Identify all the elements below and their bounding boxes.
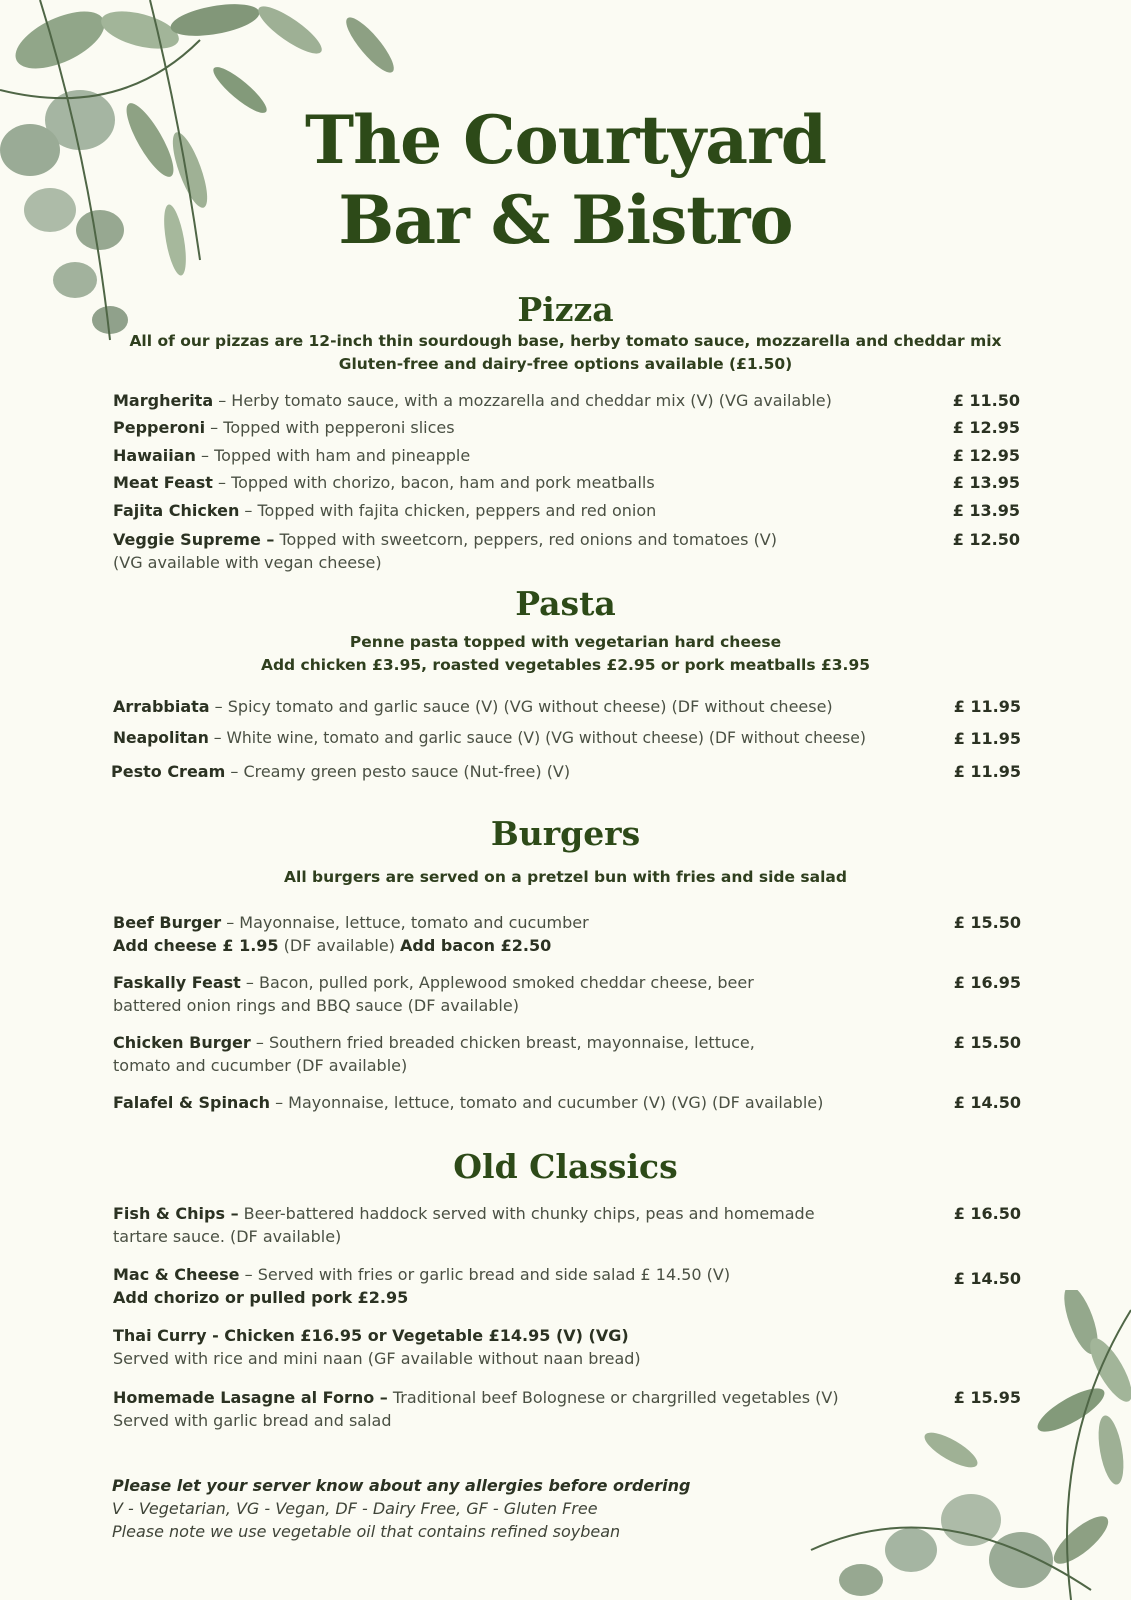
oil-notice: Please note we use vegetable oil that contains refined soybean [112, 1522, 621, 1541]
item-description: – Mayonnaise, lettuce, tomato and cucumber [221, 913, 589, 932]
menu-item [113, 695, 963, 718]
menu-item [113, 389, 943, 412]
item-name: Chicken Burger [113, 1033, 251, 1052]
item-name: Pepperoni [113, 418, 206, 437]
pasta-intro-line-2: Add chicken £3.95, roasted vegetables £2.95 or pork meatballs £3.95 [260, 656, 871, 674]
pasta-intro [0, 631, 1131, 677]
burgers-intro [0, 866, 1131, 889]
menu-item [113, 971, 943, 1017]
item-name: Veggie Supreme – [113, 530, 275, 549]
item-description: – Topped with fajita chicken, peppers and red onion [239, 501, 657, 520]
menu-item [113, 471, 943, 494]
item-name: Pesto Cream [111, 762, 226, 781]
item-description: Traditional beef Bolognese or chargrilled vegetables (V) [387, 1388, 839, 1407]
item-name: Homemade Lasagne al Forno – [113, 1388, 388, 1407]
item-price: £ 12.95 [952, 418, 1020, 437]
item-price: £ 11.95 [953, 729, 1021, 748]
item-name: Arrabbiata [113, 697, 210, 716]
pasta-intro-line-1: Penne pasta topped with vegetarian hard cheese [349, 633, 782, 651]
item-description: – Served with fries or garlic bread and side salad £ 14.50 (V) [239, 1265, 731, 1284]
item-name: Thai Curry - Chicken £16.95 or Vegetable £14.95 (V) (VG) [113, 1326, 629, 1345]
item-price: £ 11.50 [952, 391, 1020, 410]
item-name: Fajita Chicken [113, 501, 240, 520]
item-name: Falafel & Spinach [113, 1093, 270, 1112]
item-price: £ 11.95 [953, 697, 1021, 716]
pizza-intro-line-2: Gluten-free and dairy-free options available (£1.50) [338, 355, 793, 373]
item-description: Beer-battered haddock served with chunky chips, peas and homemade [238, 1204, 815, 1223]
menu-item [113, 1263, 943, 1309]
item-description: – Topped with pepperoni slices [205, 418, 455, 437]
menu-item [113, 528, 943, 574]
item-price: £ 13.95 [952, 501, 1020, 520]
item-price: £ 13.95 [952, 473, 1020, 492]
item-description: – Topped with ham and pineapple [195, 446, 471, 465]
add-cheese-option: Add cheese £ 1.95 [113, 936, 279, 955]
item-name: Hawaiian [113, 446, 196, 465]
menu-item [113, 1386, 973, 1432]
restaurant-title [0, 100, 1131, 260]
title-line-2: Bar & Bistro [338, 181, 793, 259]
item-name: Beef Burger [113, 913, 222, 932]
item-price: £ 11.95 [953, 762, 1021, 781]
item-price: £ 16.95 [953, 973, 1021, 992]
item-description: – Creamy green pesto sauce (Nut-free) (V) [225, 762, 571, 781]
menu-item [113, 499, 943, 522]
item-description: Topped with sweetcorn, peppers, red onions and tomatoes (V) [274, 530, 777, 549]
item-price: £ 16.50 [953, 1204, 1021, 1223]
item-name: Faskally Feast [113, 973, 241, 992]
item-price: £ 12.95 [952, 446, 1020, 465]
menu-item [111, 760, 941, 783]
item-price: £ 14.50 [953, 1269, 1021, 1288]
allergy-notice: Please let your server know about any allergies before ordering [112, 1476, 691, 1495]
item-description-line-2: (VG available with vegan cheese) [113, 553, 382, 572]
menu-item [113, 727, 973, 750]
menu-item [113, 1324, 943, 1370]
item-description: – Topped with chorizo, bacon, ham and pork meatballs [212, 473, 655, 492]
menu-item [113, 1031, 943, 1077]
menu-item [113, 444, 943, 467]
title-line-1: The Courtyard [305, 101, 826, 179]
menu-item [113, 911, 943, 957]
classics-heading: Old Classics [453, 1147, 678, 1186]
pasta-heading: Pasta [515, 584, 616, 623]
item-description-line-2: Served with garlic bread and salad [113, 1411, 392, 1430]
item-description-line-2: tartare sauce. (DF available) [113, 1227, 342, 1246]
item-description-line-2: battered onion rings and BBQ sauce (DF available) [113, 996, 519, 1015]
item-price: £ 15.50 [953, 913, 1021, 932]
item-price: £ 15.50 [953, 1033, 1021, 1052]
item-price: £ 14.50 [953, 1093, 1021, 1112]
item-description: – Southern fried breaded chicken breast, mayonnaise, lettuce, [250, 1033, 755, 1052]
item-name: Fish & Chips – [113, 1204, 239, 1223]
item-name: Margherita [113, 391, 214, 410]
burgers-heading: Burgers [490, 814, 641, 853]
item-description: – Bacon, pulled pork, Applewood smoked cheddar cheese, beer [240, 973, 754, 992]
item-description: – Mayonnaise, lettuce, tomato and cucumber (V) (VG) (DF available) [269, 1093, 824, 1112]
allergy-footer [112, 1474, 690, 1543]
item-extras [113, 934, 943, 957]
item-name: Meat Feast [113, 473, 213, 492]
item-description-line-2: Served with rice and mini naan (GF available without naan bread) [113, 1349, 641, 1368]
pizza-intro-line-1: All of our pizzas are 12-inch thin sourdough base, herby tomato sauce, mozzarella and cheddar mix [129, 332, 1002, 350]
menu-item [113, 1091, 963, 1114]
item-name: Neapolitan [113, 729, 209, 747]
extra-note: (DF available) [278, 936, 401, 955]
item-description: – White wine, tomato and garlic sauce (V) (VG without cheese) (DF without cheese) [208, 729, 866, 747]
burgers-intro-line-1: All burgers are served on a pretzel bun with fries and side salad [284, 868, 847, 886]
add-bacon-option: Add bacon £2.50 [400, 936, 552, 955]
item-price: £ 12.50 [952, 530, 1020, 549]
dietary-key: V - Vegetarian, VG - Vegan, DF - Dairy Free, GF - Gluten Free [112, 1499, 598, 1518]
menu-item [113, 1202, 943, 1248]
pizza-heading: Pizza [517, 290, 614, 329]
item-price: £ 15.95 [953, 1388, 1021, 1407]
item-description: – Spicy tomato and garlic sauce (V) (VG without cheese) (DF without cheese) [209, 697, 833, 716]
pizza-intro [0, 330, 1131, 376]
item-description-line-2: tomato and cucumber (DF available) [113, 1056, 408, 1075]
add-meat-option: Add chorizo or pulled pork £2.95 [113, 1288, 409, 1307]
menu-item [113, 416, 943, 439]
item-description: – Herby tomato sauce, with a mozzarella and cheddar mix (V) (VG available) [213, 391, 832, 410]
item-name: Mac & Cheese [113, 1265, 240, 1284]
